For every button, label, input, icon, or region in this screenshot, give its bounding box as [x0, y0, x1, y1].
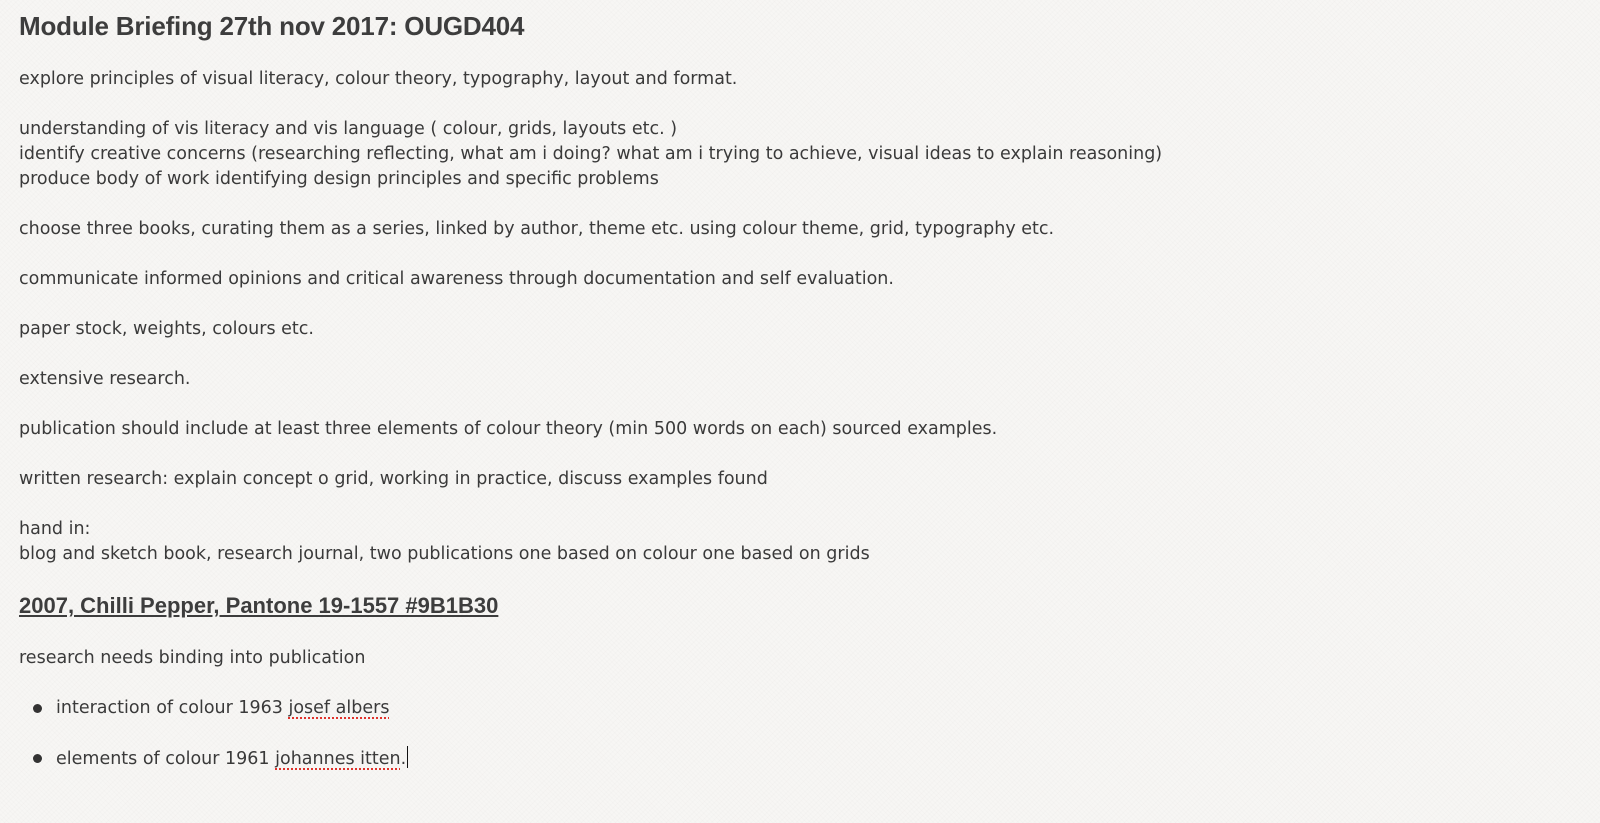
note-subheading[interactable]: 2007, Chilli Pepper, Pantone 19-1557 #9B1B30 [19, 593, 499, 618]
note-line[interactable]: communicate informed opinions and critical awareness through documentation and self evaluation. [19, 269, 894, 289]
note-line[interactable]: publication should include at least three elements of colour theory (min 500 words on each) sourced examples. [19, 419, 998, 439]
note-line[interactable]: extensive research. [19, 369, 191, 389]
note-line[interactable]: written research: explain concept o grid, working in practice, discuss examples found [19, 469, 768, 489]
note-line[interactable]: understanding of vis literacy and vis language ( colour, grids, layouts etc. ) [19, 119, 678, 139]
misspelled-word[interactable]: josef albers [288, 698, 390, 718]
note-line[interactable]: blog and sketch book, research journal, two publications one based on colour one based on grids [19, 544, 870, 564]
note-line[interactable]: choose three books, curating them as a series, linked by author, theme etc. using colour theme, grid, typography etc. [19, 219, 1055, 239]
misspelled-word[interactable]: johannes itten [275, 749, 401, 769]
note-line[interactable]: identify creative concerns (researching reflecting, what am i doing? what am i trying to achieve, visual ideas to explain reasoning) [19, 144, 1163, 164]
note-line[interactable]: paper stock, weights, colours etc. [19, 319, 314, 339]
list-item[interactable] [56, 746, 408, 772]
list-item[interactable] [56, 696, 389, 721]
bullet-dot [33, 704, 42, 713]
list-item-text: . [400, 749, 407, 769]
note-line[interactable]: hand in: [19, 519, 91, 539]
bullet-dot [33, 754, 42, 763]
note-line[interactable]: explore principles of visual literacy, colour theory, typography, layout and format. [19, 69, 738, 89]
note-title[interactable]: Module Briefing 27th nov 2017: OUGD404 [19, 11, 525, 41]
list-item-text: elements of colour 1961 [56, 749, 276, 769]
note-line[interactable]: produce body of work identifying design principles and specific problems [19, 169, 659, 189]
note-line[interactable]: research needs binding into publication [19, 648, 366, 668]
list-item-text: interaction of colour 1963 [56, 698, 289, 718]
text-cursor [407, 746, 408, 768]
